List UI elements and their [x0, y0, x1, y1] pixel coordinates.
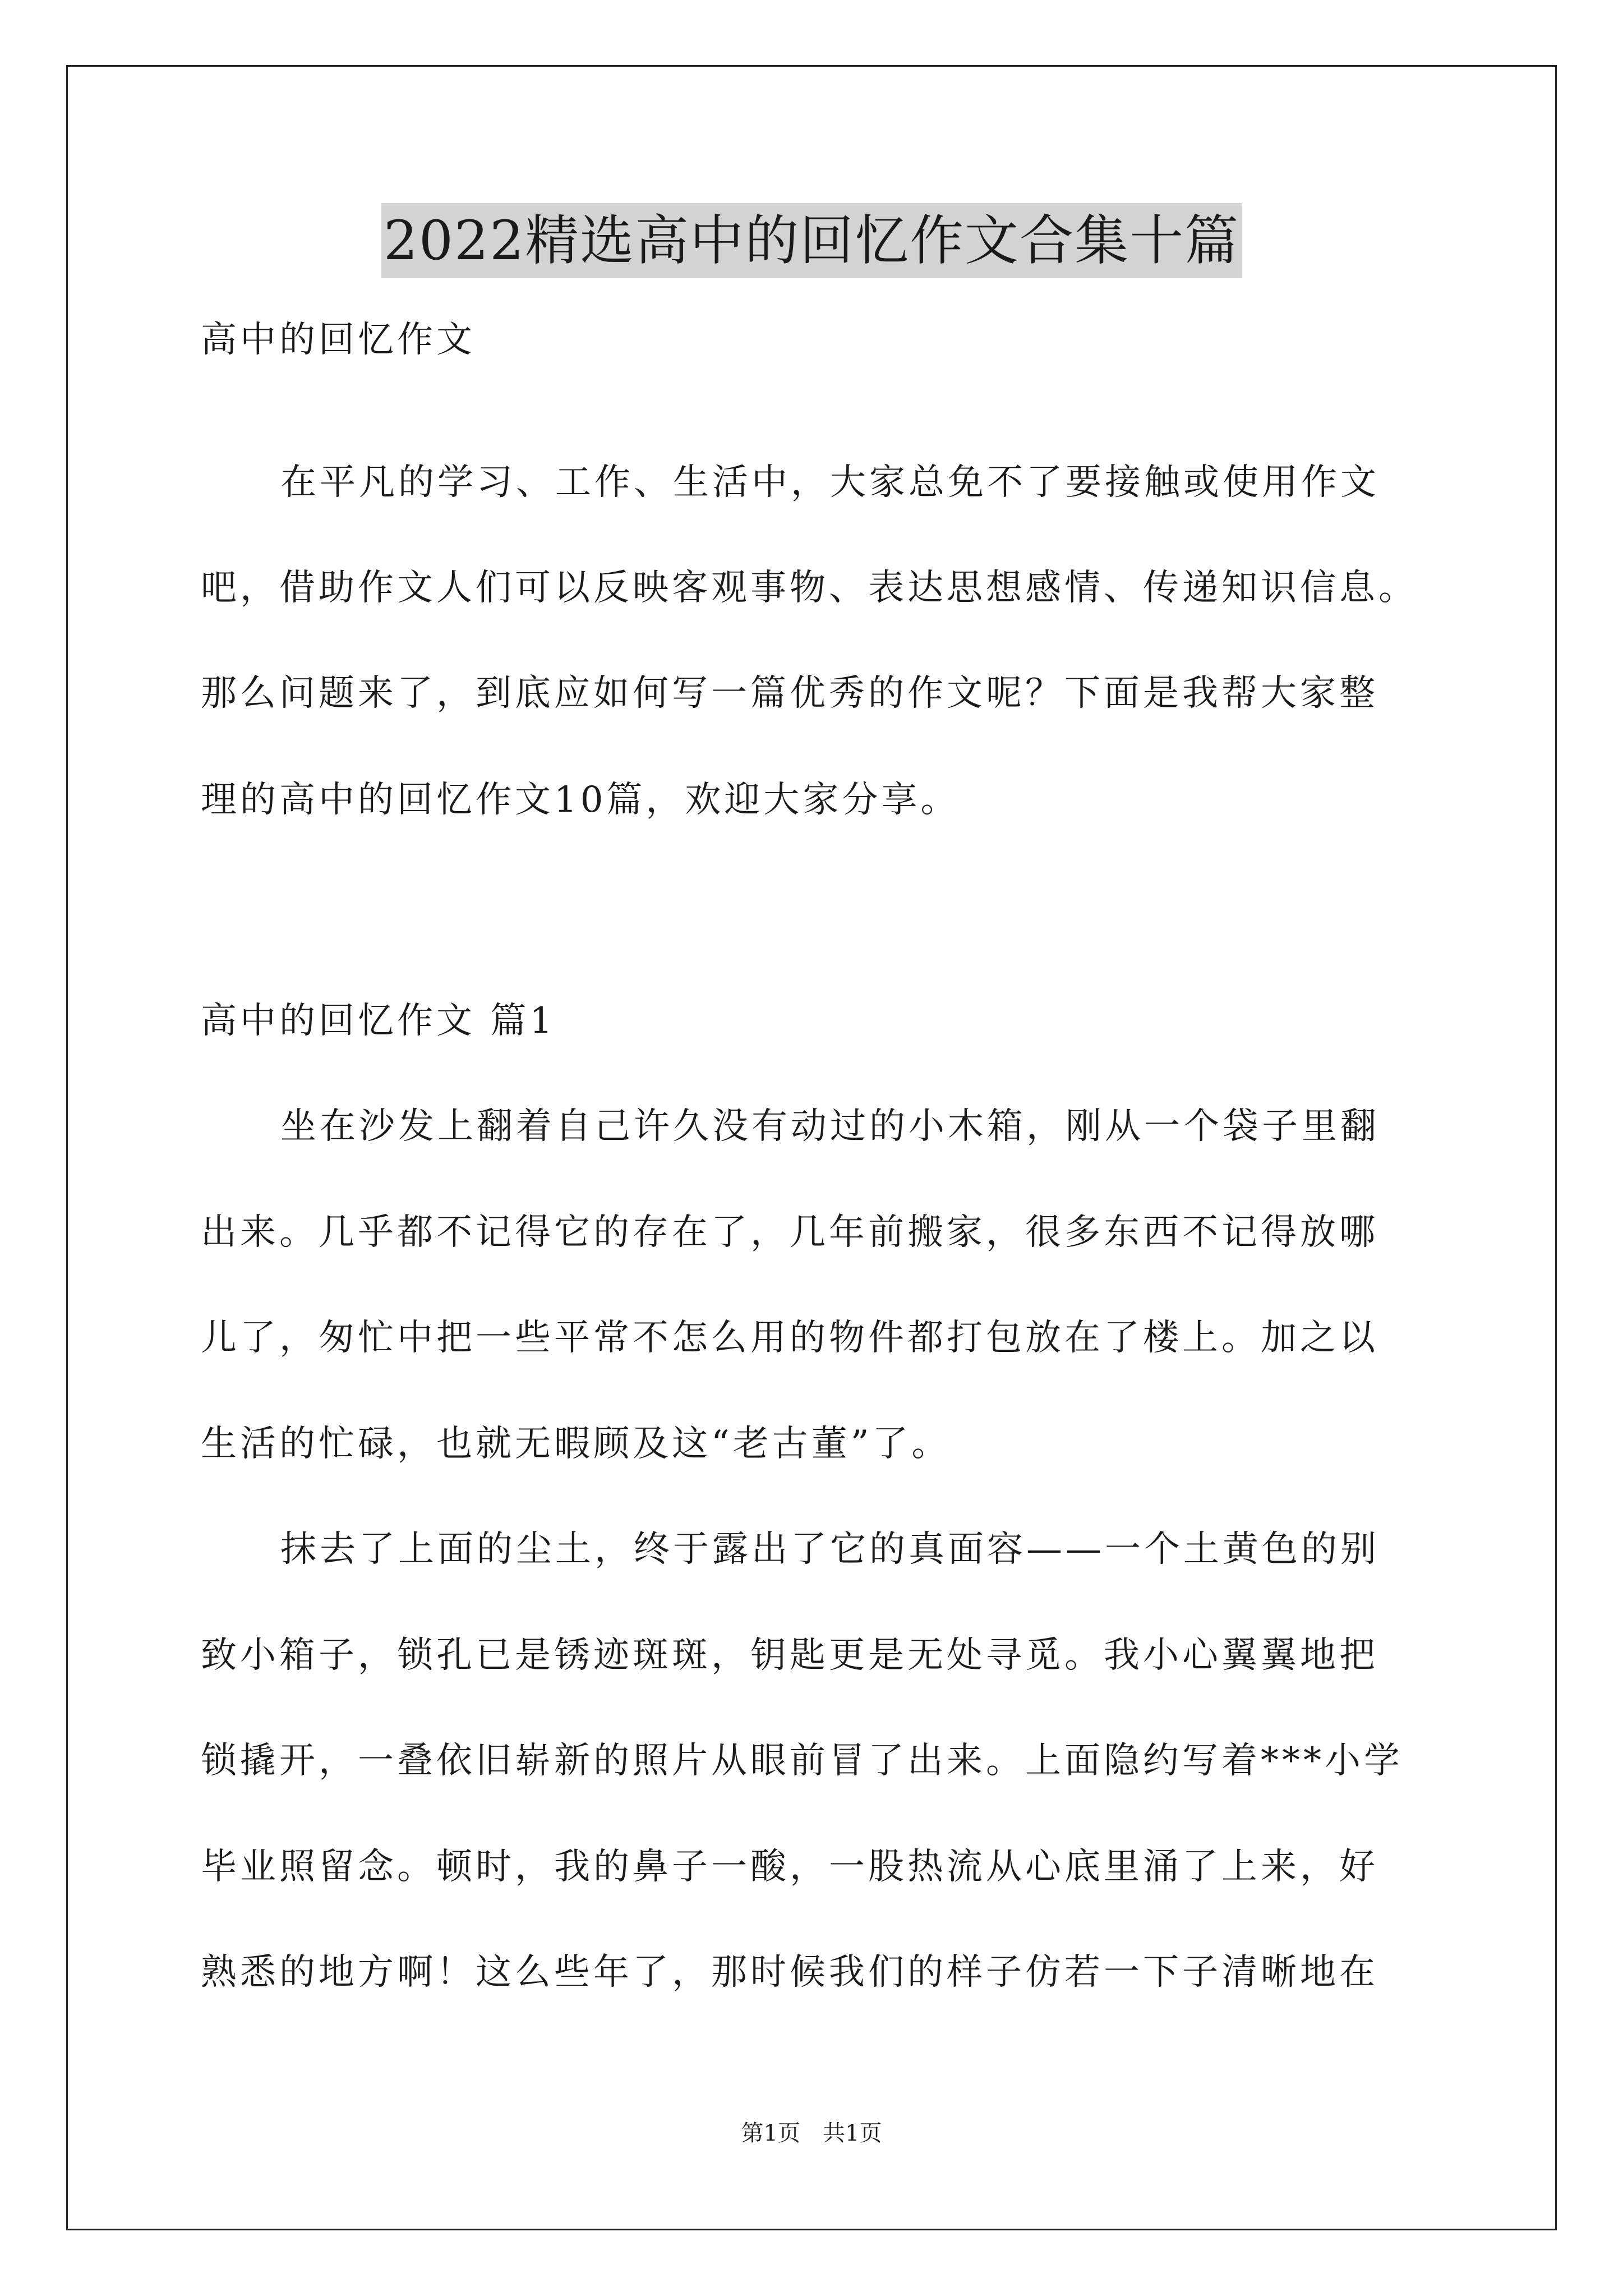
- paragraph-line: 锁撬开，一叠依旧崭新的照片从眼前冒了出来。上面隐约写着***小学: [201, 1740, 1403, 1782]
- intro-line: 在平凡的学习、工作、生活中，大家总免不了要接触或使用作文: [280, 462, 1380, 503]
- paragraph-line: 毕业照留念。顿时，我的鼻子一酸，一股热流从心底里涌了上来，好: [201, 1846, 1378, 1888]
- paragraph-line: 生活的忙碌，也就无暇顾及这“老古董”了。: [201, 1423, 951, 1465]
- section-heading: 高中的回忆作文 篇1: [201, 1000, 556, 1042]
- paragraph-line: 熟悉的地方啊！这么些年了，那时候我们的样子仿若一下子清晰地在: [201, 1952, 1378, 1993]
- intro-line: 吧，借助作文人们可以反映客观事物、表达思想感情、传递知识信息。: [201, 567, 1418, 609]
- document-title: 2022精选高中的回忆作文合集十篇: [381, 203, 1242, 278]
- paragraph-line: 儿了，匆忙中把一些平常不怎么用的物件都打包放在了楼上。加之以: [201, 1317, 1378, 1359]
- page-number-footer: 第1页 共1页: [741, 2120, 882, 2146]
- paragraph-line: 出来。几乎都不记得它的存在了，几年前搬家，很多东西不记得放哪: [201, 1212, 1378, 1253]
- intro-line: 那么问题来了，到底应如何写一篇优秀的作文呢？下面是我帮大家整: [201, 673, 1378, 714]
- intro-heading: 高中的回忆作文: [201, 319, 476, 361]
- title-container: [0, 203, 1623, 278]
- intro-line: 理的高中的回忆作文10篇，欢迎大家分享。: [201, 779, 960, 821]
- paragraph-line: 抹去了上面的尘土，终于露出了它的真面容——一个土黄色的别: [280, 1529, 1380, 1570]
- paragraph-line: 坐在沙发上翻着自己许久没有动过的小木箱，刚从一个袋子里翻: [280, 1106, 1380, 1147]
- paragraph-line: 致小箱子，锁孔已是锈迹斑斑，钥匙更是无处寻觅。我小心翼翼地把: [201, 1635, 1378, 1676]
